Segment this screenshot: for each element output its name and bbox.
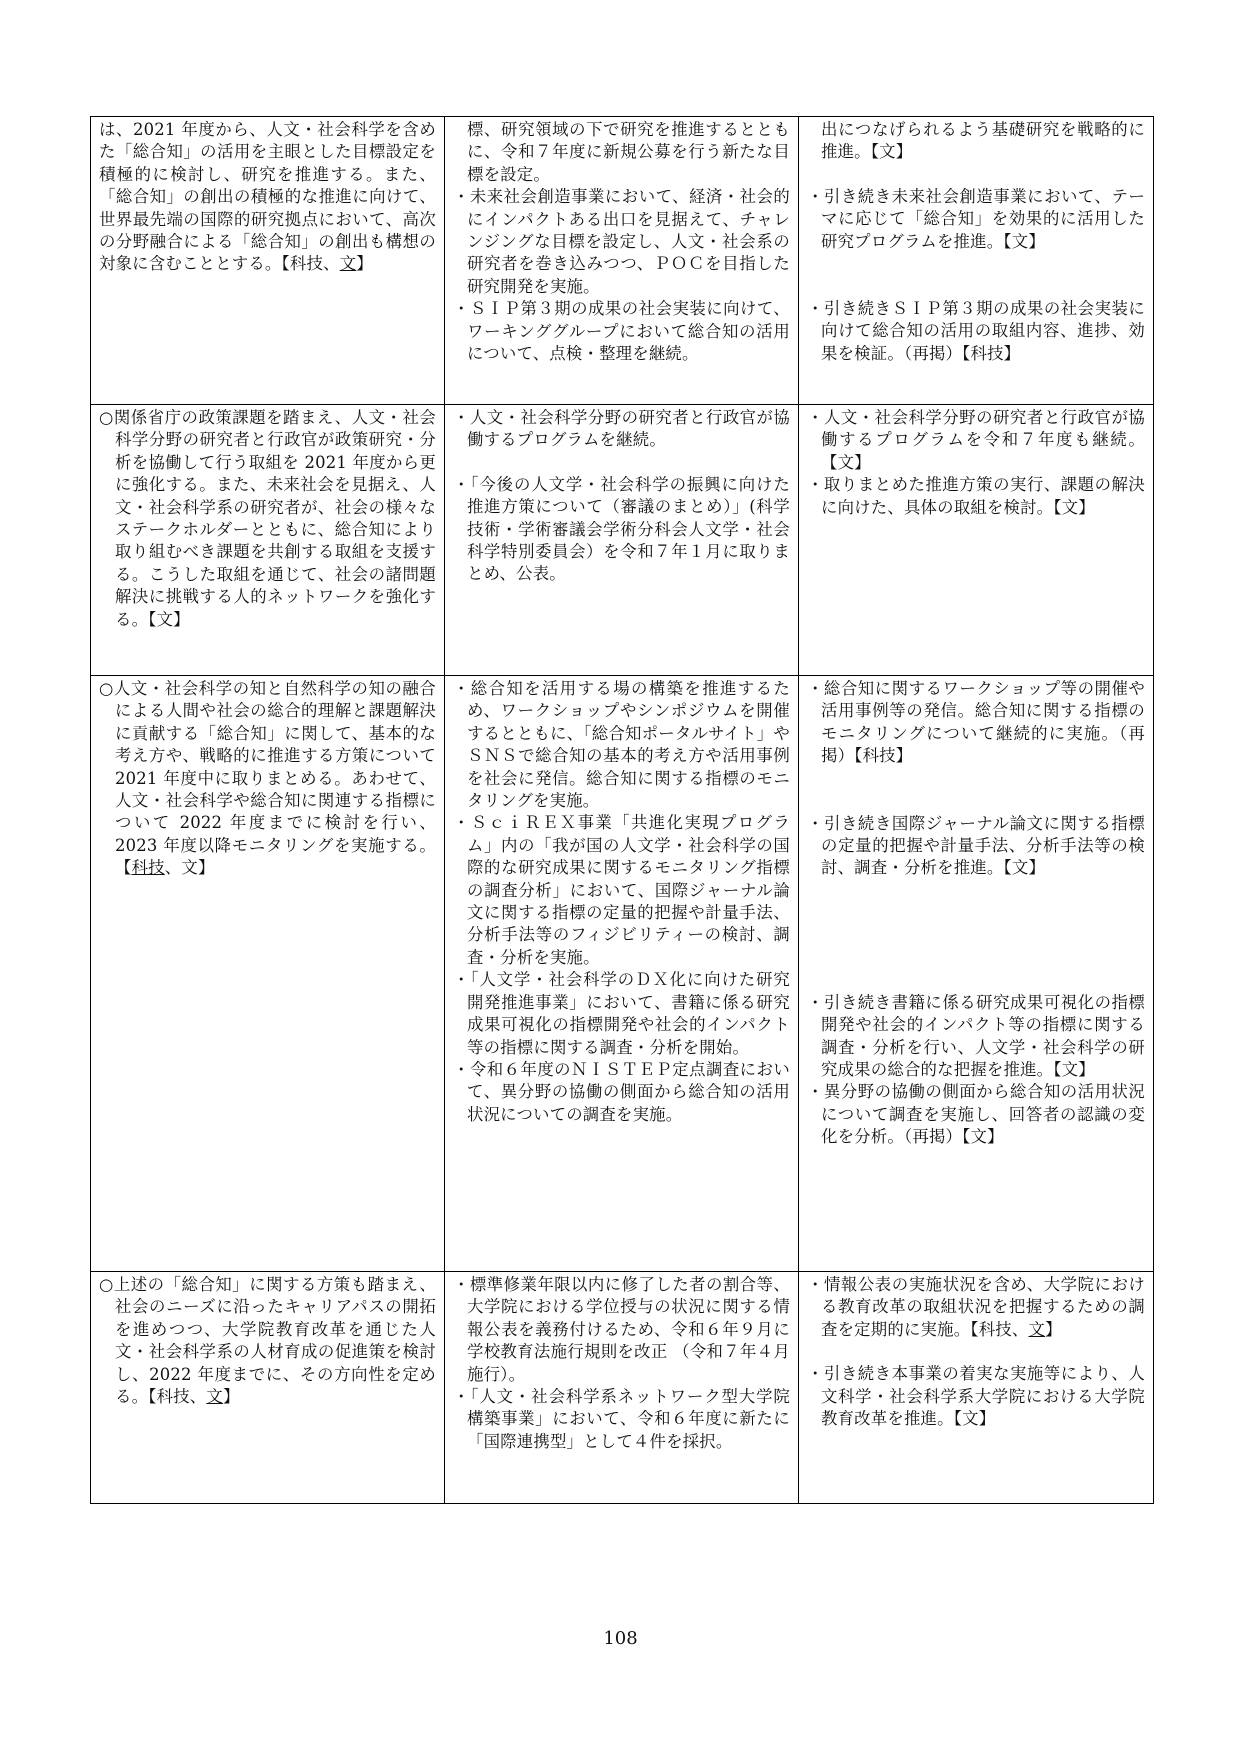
progress-cell [445, 676, 799, 1272]
plan-item: ・人文・社会科学分野の研究者と行政官が協働するプログラムを令和７年度も継続。【文】 [807, 408, 1145, 472]
plan-item: ・異分野の協働の側面から総合知の活用状況について調査を実施し、回答者の認識の変化を分析。（再掲）【文】 [807, 1082, 1145, 1147]
measure-text: は、2021 年度から、人文・社会科学を含めた「総合知」の活用を主眼とした目標設定を積極的に検討し、研究を推進する。また、「総合知」の創出の積極的な推進に向けて、世界最先端の国際的研究拠点において、高次の分野融合による「総合知」の創出も構想の対象に含むこととする。【科技、文】 [99, 120, 436, 274]
progress-item: ・未来社会創造事業において、経済・社会的にインパクトある出口を見据えて、チャレンジングな目標を設定し、人文・社会系の研究者を巻き込みつつ、ＰＯＣを目指した研究開発を実施。 [453, 187, 790, 296]
plan-item: ・引き続き本事業の着実な実施等により、人文科学・社会科学系大学院における大学院教育改革を推進。【文】 [807, 1364, 1145, 1429]
table-row [91, 1272, 1154, 1504]
measure-cell [91, 676, 445, 1272]
measure-cell [91, 405, 445, 676]
plan-item: ・引き続きＳＩＰ第３期の成果の社会実装に向けて総合知の活用の取組内容、進捗、効果を検証。（再掲）【科技】 [807, 299, 1145, 363]
progress-item: ・「人文・社会科学系ネットワーク型大学院構築事業」において、令和６年度に新たに「国際連携型」として４件を採択。 [453, 1387, 790, 1451]
progress-item: 標、研究領域の下で研究を推進するとともに、令和７年度に新規公募を行う新たな目標を設定。 [467, 120, 790, 184]
plan-item: ・引き続き未来社会創造事業において、テーマに応じて「総合知」を効果的に活用した研究プログラムを推進。【文】 [807, 186, 1145, 251]
measures-table [90, 116, 1154, 1504]
measure-text: ○上述の「総合知」に関する方策も踏まえ、社会のニーズに沿ったキャリアパスの開拓を進めつつ、大学院教育改革を通じた人文・社会科学系の人材育成の促進策を検討し、2022 年度までに、その方向性を定める。【科技、文】 [99, 1275, 436, 1407]
progress-item: ・総合知を活用する場の構築を推進するため、ワークショップやシンポジウムを開催するとともに、「総合知ポータルサイト」やＳＮＳで総合知の基本的考え方や活用事例を社会に発信。総合知に関する指標のモニタリングを実施。 [453, 679, 790, 811]
progress-item: ・「今後の人文学・社会科学の振興に向けた推進方策について（審議のまとめ）」(科学技術・学術審議会学術分科会人文学・社会科学特別委員会）を令和７年１月に取りまとめ、公表。 [453, 474, 790, 584]
plan-cell [799, 1272, 1154, 1504]
table-row [91, 405, 1154, 676]
progress-item: ・ＳｃｉＲＥＸ事業「共進化実現プログラム」内の「我が国の人文学・社会科学の国際的な研究成果に関するモニタリング指標の調査分析」において、国際ジャーナル論文に関する指標の定量的把握や計量手法、分析手法等のフィジビリティーの検討、調査・分析を実施。 [453, 813, 790, 967]
plan-item: ・取りまとめた推進方策の実行、課題の解決に向けた、具体の取組を検討。【文】 [807, 475, 1145, 517]
progress-item: ・「人文学・社会科学のＤＸ化に向けた研究開発推進事業」において、書籍に係る研究成果可視化の指標開発や社会的インパクト等の指標に関する調査・分析を開始。 [453, 970, 790, 1057]
measure-text: ○関係省庁の政策課題を踏まえ、人文・社会科学分野の研究者と行政官が政策研究・分析を協働して行う取組を 2021 年度から更に強化する。また、未来社会を見据え、人文・社会科学系の研究者が、社会の様々なステークホルダーとともに、総合知により取り組むべき課題を共創する取組を支援する。こうした取組を通じて、社会の諸問題解決に挑戦する人的ネットワークを強化する。【文】 [99, 408, 436, 629]
plan-item: ・引き続き書籍に係る研究成果可視化の指標開発や社会的インパクト等の指標に関する調査・分析を行い、人文学・社会科学の研究成果の総合的な把握を推進。【文】 [807, 992, 1145, 1080]
plan-item: ・引き続き国際ジャーナル論文に関する指標の定量的把握や計量手法、分析手法等の検討、調査・分析を推進。【文】 [807, 813, 1145, 878]
table-row [91, 676, 1154, 1272]
progress-item: ・人文・社会科学分野の研究者と行政官が協働するプログラムを継続。 [453, 408, 790, 450]
progress-cell [445, 405, 799, 676]
measure-text: ○人文・社会科学の知と自然科学の知の融合による人間や社会の総合的理解と課題解決に貢献する「総合知」に関して、基本的な考え方や、戦略的に推進する方策について 2021 年度中に取りまとめる。あわせて、人文・社会科学や総合知に関連する指標について 2022 年度までに検討を行い、2023 年度以降モニタリングを実施する。【科技、文】 [99, 679, 436, 878]
plan-item: ・情報公表の実施状況を含め、大学院における教育改革の取組状況を把握するための調査を定期的に実施。【科技、文】 [807, 1275, 1145, 1339]
plan-cell [799, 117, 1154, 405]
progress-item: ・令和６年度のＮＩＳＴＥＰ定点調査において、異分野の協働の側面から総合知の活用状況についての調査を実施。 [453, 1059, 790, 1124]
table-row [91, 117, 1154, 405]
measure-cell [91, 1272, 445, 1504]
plan-cell [799, 676, 1154, 1272]
measure-cell [91, 117, 445, 405]
progress-cell [445, 117, 799, 405]
progress-item: ・ＳＩＰ第３期の成果の社会実装に向けて、ワーキンググループにおいて総合知の活用について、点検・整理を継続。 [453, 299, 790, 364]
plan-item: 出につなげられるよう基礎研究を戦略的に推進。【文】 [821, 120, 1145, 162]
plan-item: ・総合知に関するワークショップ等の開催や活用事例等の発信。総合知に関する指標のモニタリングについて継続的に実施。（再掲）【科技】 [807, 679, 1145, 766]
progress-item: ・標準修業年限以内に修了した者の割合等、大学院における学位授与の状況に関する情報公表を義務付けるため、令和６年９月に学校教育法施行規則を改正 （令和７年４月施行）。 [453, 1275, 790, 1384]
plan-cell [799, 405, 1154, 676]
progress-cell [445, 1272, 799, 1504]
page-number: 108 [603, 1628, 638, 1649]
